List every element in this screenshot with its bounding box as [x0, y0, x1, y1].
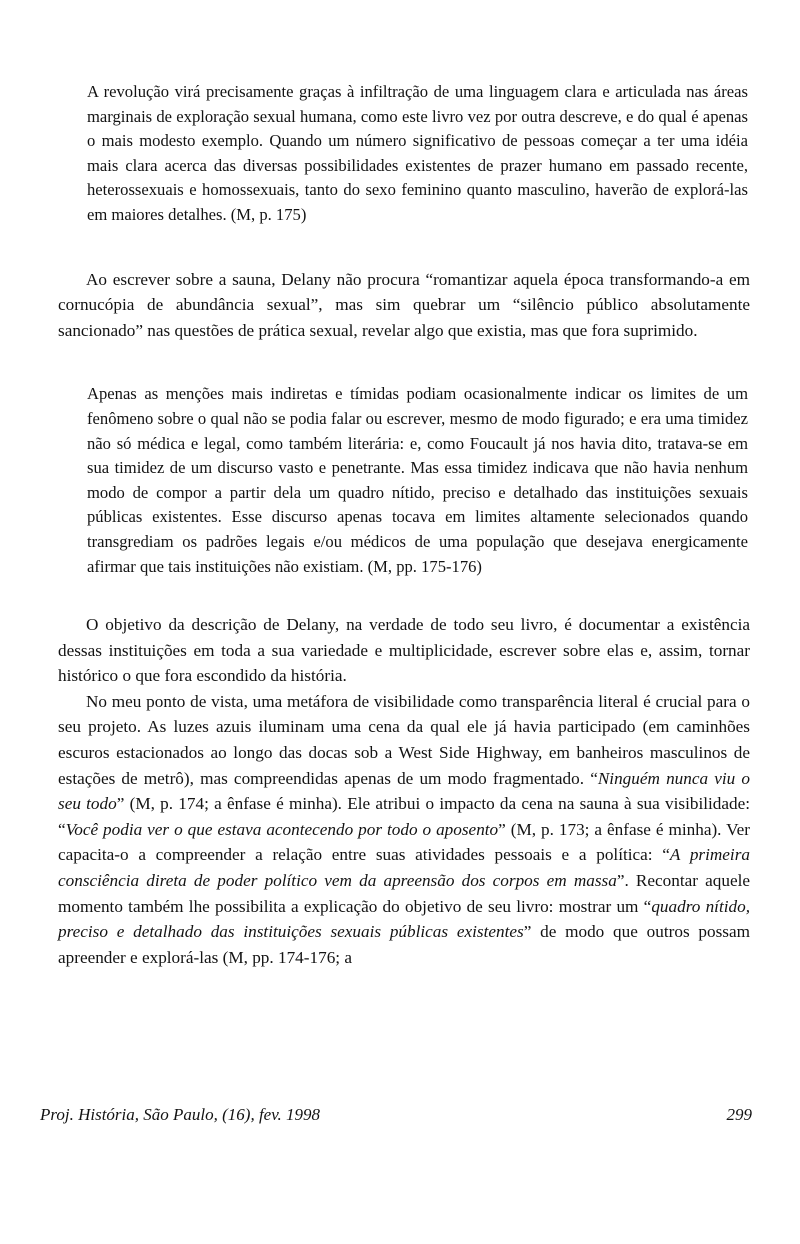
blockquote-revolucao: A revolução virá precisamente graças à infiltração de uma linguagem clara e articulada nas áreas marginais de exploração sexual humana, como este livro vez por outra descreve, e do qual é apenas o mais modesto exemplo. Quando um número significativo de pessoas começar a ter uma idéia mais clara acerca das diversas possibilidades existentes de prazer humano em passado recente, heterossexuais e homossexuais, tanto do sexo feminino quanto masculino, haverão de explorá-las em maiores detalhes. (M, p. 175) — [87, 82, 748, 224]
page-content — [58, 80, 750, 970]
page-footer — [40, 1105, 752, 1125]
spacer — [58, 343, 750, 382]
emphasis-run: quadro nítido, preciso e detalhado das instituições sexuais públicas existentes — [58, 896, 750, 942]
spacer — [58, 579, 750, 612]
paragraph-no-meu-ponto-de-vista — [58, 689, 750, 971]
emphasis-run: A primeira consciência direta de poder político vem da apreensão dos corpos em massa — [58, 845, 750, 891]
spacer — [58, 228, 750, 267]
text-run: ” (M, p. 173; a ênfase é minha). Ver capacita-o a compreender a relação entre suas atividades pessoais e a política: “ — [58, 819, 750, 865]
text-run: ”. Recontar aquele momento também lhe possibilita a explicação do objetivo de seu livro: mostrar um “ — [58, 871, 750, 916]
emphasis-run: Você podia ver o que estava acontecendo por todo o aposento — [65, 819, 499, 839]
text-run: No meu ponto de vista, uma metáfora de visibilidade como transparência literal é crucial para o seu projeto. As luzes azuis iluminam uma cena da qual ele já havia participado (em caminhões escuros estacionados ao longo das docas sob a West Side Highway, em banheiros masculinos de estações de metrô), mas compreendidas apenas de um modo fragmentado. “ — [58, 691, 750, 788]
text-run: ” (M, p. 174; a ênfase é minha). Ele atribui o impacto da cena na sauna à sua visibilidade: “ — [58, 794, 750, 839]
footer-page-number: 299 — [726, 1105, 752, 1124]
paragraph-o-objetivo: O objetivo da descrição de Delany, na verdade de todo seu livro, é documentar a existência dessas instituições em toda a sua variedade e multiplicidade, escrever sobre elas e, assim, tornar histórico o que fora escondido da história. — [58, 615, 750, 686]
blockquote-apenas-as-mencoes: Apenas as menções mais indiretas e tímidas podiam ocasionalmente indicar os limites de um fenômeno sobre o qual não se podia falar ou escrever, mesmo de modo figurado; e era uma timidez não só médica e legal, como também literária: e, como Foucault já nos havia dito, tratava-se em sua timidez de um discurso vasto e penetrante. Mas essa timidez indicava que não havia nenhum modo de compor a partir dela um quadro nítido, preciso e detalhado das instituições sexuais públicas existentes. Esse discurso apenas tocava em limites altamente selecionados quando transgrediam os padrões legais e/ou médicos de uma população que desejava energicamente afirmar que tais instituições não existiam. (M, pp. 175-176) — [87, 384, 748, 576]
footer-citation: Proj. História, São Paulo, (16), fev. 1998 — [40, 1105, 321, 1124]
paragraph-ao-escrever: Ao escrever sobre a sauna, Delany não procura “romantizar aquela época transformando-a em cornucópia de abundância sexual”, mas sim quebrar um “silêncio público absolutamente sancionado” nas questões de prática sexual, revelar algo que existia, mas que fora suprimido. — [58, 269, 750, 340]
emphasis-run: Ninguém nunca viu o seu todo — [58, 768, 750, 814]
text-run: ” de modo que outros possam apreender e explorá-las (M, pp. 174-176; a — [58, 922, 750, 967]
